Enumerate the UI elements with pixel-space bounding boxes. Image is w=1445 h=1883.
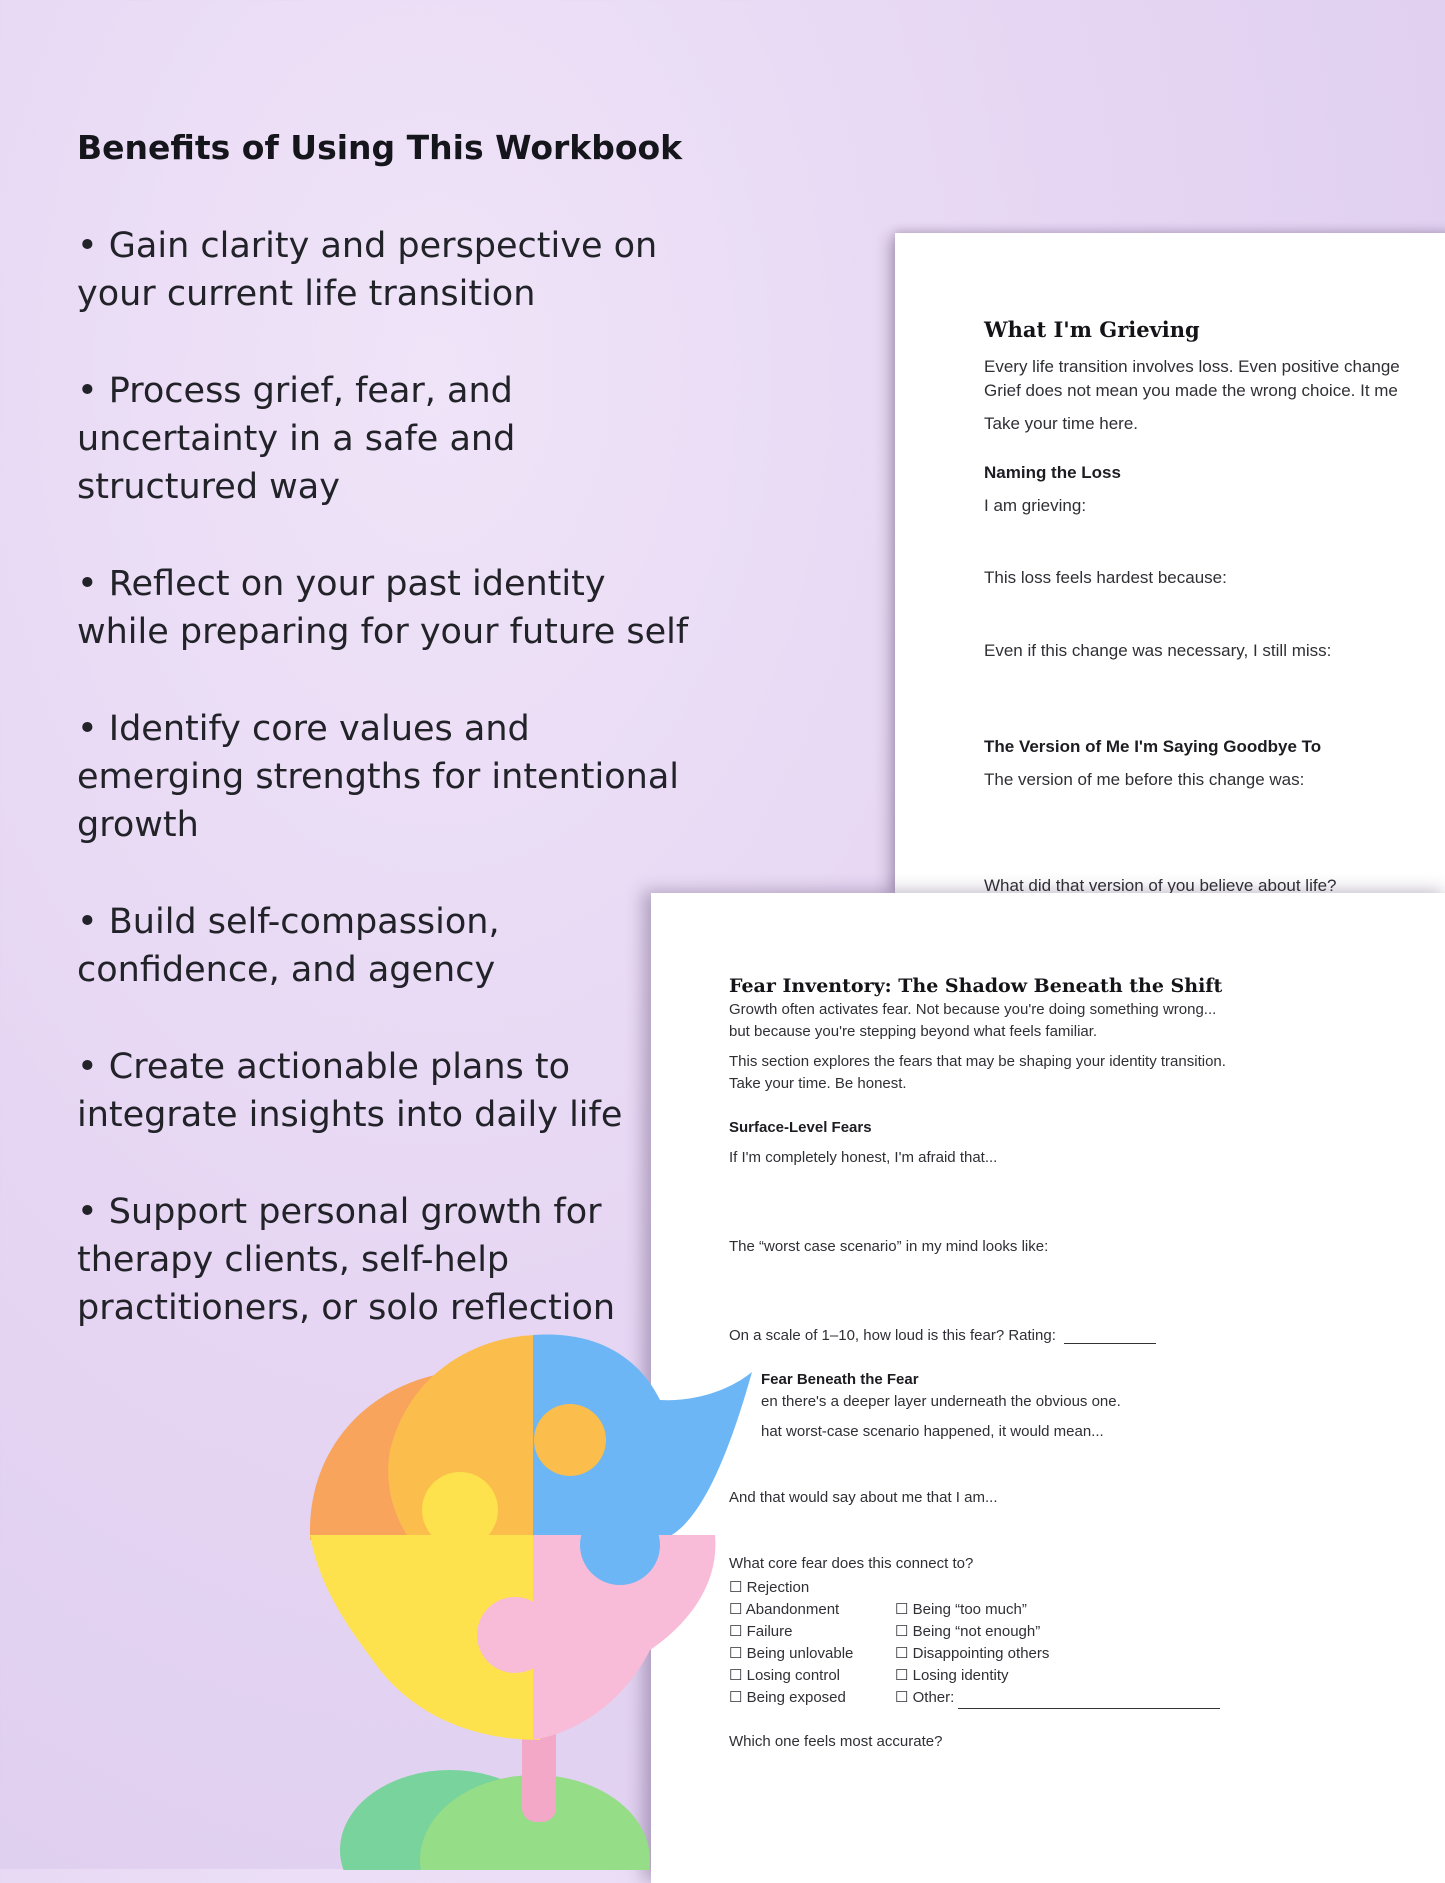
option-label: Failure	[746, 1623, 793, 1640]
prompt-text: hat worst-case scenario happened, it would mean...	[761, 1423, 1104, 1440]
prompt-text: This loss feels hardest because:	[984, 568, 1227, 587]
prompt-text: Even if this change was necessary, I still miss:	[984, 641, 1332, 660]
checkbox-option[interactable]	[895, 1665, 1220, 1687]
checkbox-icon[interactable]: ☐	[729, 1689, 743, 1706]
benefit-item: • Support personal growth for therapy clients, self-help practitioners, or solo reflection	[77, 1192, 616, 1328]
checkbox-icon[interactable]: ☐	[895, 1601, 909, 1618]
checkbox-icon[interactable]: ☐	[729, 1601, 743, 1618]
intro-text: Take your time. Be honest.	[729, 1075, 907, 1092]
benefit-item: • Create actionable plans to integrate insights into daily life	[77, 1047, 623, 1135]
checkbox-option[interactable]	[895, 1599, 1220, 1621]
puzzle-head-illustration	[300, 1330, 760, 1870]
worksheet-title: What I'm Grieving	[984, 317, 1200, 342]
option-label: Other:	[912, 1689, 955, 1706]
checkbox-icon[interactable]: ☐	[729, 1667, 743, 1684]
benefit-item: • Process grief, fear, and uncertainty in a safe and structured way	[77, 371, 516, 507]
checkbox-icon[interactable]: ☐	[895, 1623, 909, 1640]
intro-text: Growth often activates fear. Not because you're doing something wrong...	[729, 1001, 1217, 1018]
options-right	[895, 1599, 1220, 1709]
puzzle-knob-amber	[534, 1404, 606, 1476]
intro-text: This section explores the fears that may be shaping your identity transition.	[729, 1053, 1226, 1070]
prompt-text: Which one feels most accurate?	[729, 1733, 943, 1750]
checkbox-icon[interactable]: ☐	[729, 1645, 743, 1662]
benefit-item: • Reflect on your past identity while preparing for your future self	[77, 564, 689, 652]
puzzle-knob-blue	[580, 1505, 660, 1585]
worksheet-fear-inventory	[651, 893, 1445, 1883]
option-label: Disappointing others	[912, 1645, 1050, 1662]
prompt-text: If I'm completely honest, I'm afraid that...	[729, 1149, 998, 1166]
prompt-text: I am grieving:	[984, 496, 1087, 515]
puzzle-knob-pink	[477, 1597, 553, 1673]
prompt-text: What did that version of you believe about life?	[984, 876, 1337, 893]
section-heading: The Version of Me I'm Saying Goodbye To	[984, 737, 1322, 756]
worksheet-grieving	[895, 233, 1445, 893]
option-label: Being “too much”	[912, 1601, 1027, 1618]
other-blank	[958, 1708, 1220, 1709]
benefit-item: • Identify core values and emerging strengths for intentional growth	[77, 709, 679, 845]
section-heading: Fear Beneath the Fear	[761, 1371, 919, 1388]
option-label: Losing identity	[912, 1667, 1009, 1684]
prompt-text: The version of me before this change was:	[984, 770, 1305, 789]
checkbox-option[interactable]	[895, 1643, 1220, 1665]
checkbox-icon[interactable]: ☐	[895, 1689, 909, 1706]
rating-label: On a scale of 1–10, how loud is this fear? Rating:	[729, 1327, 1056, 1344]
option-label: Abandonment	[745, 1601, 840, 1618]
benefit-item: • Gain clarity and perspective on your current life transition	[77, 226, 658, 314]
instruction-text: Take your time here.	[984, 414, 1139, 433]
intro-text: Every life transition involves loss. Even positive change	[984, 357, 1400, 376]
prompt-text: And that would say about me that I am...	[729, 1489, 998, 1506]
benefit-item: • Build self-compassion, confidence, and agency	[77, 902, 500, 990]
option-label: Rejection	[746, 1579, 810, 1596]
rating-prompt	[729, 1327, 1156, 1344]
checkbox-icon[interactable]: ☐	[729, 1623, 743, 1640]
prompt-text: en there's a deeper layer underneath the obvious one.	[761, 1393, 1121, 1410]
section-heading: Naming the Loss	[984, 463, 1121, 482]
option-label: Being “not enough”	[912, 1623, 1041, 1640]
core-fear-question: What core fear does this connect to?	[729, 1555, 974, 1572]
intro-text: Grief does not mean you made the wrong choice. It me	[984, 381, 1398, 400]
checkbox-option[interactable]	[895, 1621, 1220, 1643]
worksheet-title: Fear Inventory: The Shadow Beneath the Shift	[729, 975, 1223, 997]
section-heading: Surface-Level Fears	[729, 1119, 872, 1136]
checkbox-icon[interactable]: ☐	[895, 1645, 909, 1662]
page-title: Benefits of Using This Workbook	[77, 128, 683, 167]
checkbox-option[interactable]	[895, 1687, 1220, 1709]
option-label: Being unlovable	[746, 1645, 854, 1662]
option-label: Losing control	[746, 1667, 841, 1684]
intro-text: but because you're stepping beyond what feels familiar.	[729, 1023, 1098, 1040]
benefits-list	[77, 222, 697, 1381]
rating-blank	[1064, 1343, 1156, 1344]
checkbox-icon[interactable]: ☐	[729, 1579, 743, 1596]
option-label: Being exposed	[746, 1689, 846, 1706]
checkbox-icon[interactable]: ☐	[895, 1667, 909, 1684]
prompt-text: The “worst case scenario” in my mind looks like:	[729, 1238, 1049, 1255]
